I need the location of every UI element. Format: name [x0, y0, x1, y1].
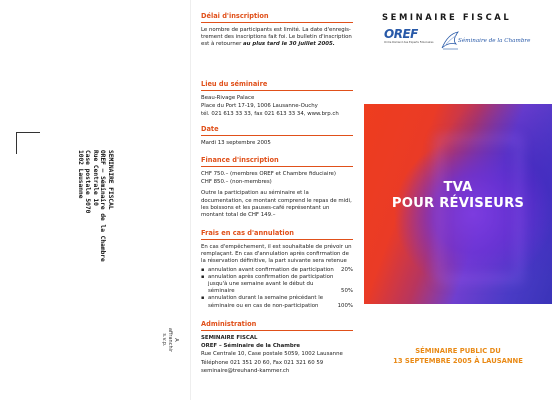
section-body	[201, 335, 353, 375]
section-body	[201, 140, 353, 147]
lieu-line: Place du Port 17-19, 1006 Lausanne-Ouchy	[201, 103, 318, 110]
rate-label-cont: séminaire ou en cas de non-participation	[208, 302, 319, 309]
section-title: Date	[201, 125, 353, 136]
footer-line: 13 SEPTEMBRE 2005 À LAUSANNE	[393, 357, 523, 365]
rate-value: 100%	[337, 302, 353, 309]
lieu-line: tél. 021 613 33 33, fax 021 613 33 34, www.brp.ch	[201, 111, 339, 118]
rate-label: ▪ annulation avant confirmation de participation	[201, 267, 334, 274]
admin-line: SEMINAIRE FISCAL	[201, 335, 258, 341]
stamp-box	[161, 328, 179, 352]
seminar-title: SEMINAIRE FISCAL	[382, 12, 512, 22]
admin-email: seminaire@treuhand-kammer.ch	[201, 367, 290, 374]
oref-logo	[384, 28, 436, 52]
cover-title-line: POUR RÉVISEURS	[391, 196, 525, 211]
finance-note: Outre la participation au séminaire et la documentation, ce montant comprend le repas de midi, les boissons et les pauses-café représentant un montant total de CHF 149.–	[201, 190, 352, 219]
cancellation-rate-row	[201, 267, 353, 274]
section-lieu	[201, 80, 353, 120]
admin-line: Rue Centrale 10, Case postale 5059, 1002 Lausanne	[201, 351, 343, 358]
cancellation-rate-row	[201, 274, 353, 296]
section-body	[201, 171, 353, 219]
stamp-line: affranchir	[167, 327, 173, 353]
cover-title	[364, 180, 552, 212]
section-frais	[201, 229, 353, 310]
rate-value: 50%	[341, 288, 353, 295]
section-title: Lieu du séminaire	[201, 80, 353, 91]
address-line: SEMINAIRE FISCAL	[106, 150, 114, 210]
finance-line: CHF 850.– (non-membres)	[201, 179, 272, 186]
date-value: Mardi 13 septembre 2005	[201, 140, 271, 146]
rate-value: 20%	[341, 266, 353, 273]
section-title: Finance d'inscription	[201, 156, 353, 167]
oref-logo-subtext: Ordre Romand des Experts Fiduciaires	[384, 41, 434, 44]
address-line: Rue Centrale 10	[91, 150, 99, 206]
lieu-line: Beau-Rivage Palace	[201, 95, 255, 101]
frais-intro: En cas d'empêchement, il est souhaitable de prévoir un remplaçant. En cas d'annulation après confirmation de la réservation définitive, la part suivante sera retenue	[201, 244, 352, 265]
fold-line	[190, 0, 191, 400]
cover-image	[364, 104, 552, 304]
admin-line: OREF – Séminaire de la Chambre	[201, 343, 301, 350]
event-footer	[364, 346, 552, 366]
finance-line: CHF 750.– (membres OREF et Chambre fiduciaire)	[201, 171, 336, 177]
crop-mark	[16, 132, 40, 133]
chambre-logo-text: Séminaire de la Chambre	[458, 38, 531, 44]
cancellation-rate-row	[201, 295, 353, 309]
address-line: 1002 Lausanne	[76, 150, 84, 199]
section-date	[201, 125, 353, 148]
section-title: Délai d'inscription	[201, 12, 353, 23]
chambre-logo	[440, 30, 540, 52]
section-body	[201, 244, 353, 310]
section-admin	[201, 320, 353, 376]
stamp-line: s.v.p.	[161, 333, 167, 347]
admin-line: Téléphone 021 351 20 60, Fax 021 321 60 59	[201, 359, 324, 366]
rate-label: ▪ annulation après confirmation de participation	[201, 274, 341, 281]
delai-deadline: au plus tard le 30 juillet 2005.	[243, 41, 335, 48]
section-title: Administration	[201, 320, 353, 331]
stamp-line: A	[173, 338, 179, 342]
section-finance	[201, 156, 353, 220]
oref-logo-text: OREF	[384, 27, 418, 41]
cover-title-line: TVA	[443, 180, 473, 195]
rate-label-cont: jusqu'à une semaine avant le début du séminaire	[208, 281, 314, 295]
section-body	[201, 95, 353, 119]
address-line: Case postale 5070	[84, 150, 92, 214]
section-delai	[201, 12, 353, 50]
address-line: OREF – Séminaire de la Chambre	[99, 150, 107, 262]
chambre-emblem-icon	[440, 30, 460, 52]
footer-line: SÉMINAIRE PUBLIC DU	[415, 347, 501, 355]
section-body	[201, 27, 353, 49]
delai-text: Le nombre de participants est limité. La date d'enregis-trement des inscriptions fait foi. Le bulletin d'inscription est à retourner	[201, 27, 352, 48]
rate-label: ▪ annulation durant la semaine précédant le	[201, 295, 323, 302]
crop-mark	[16, 132, 17, 154]
mailing-address	[76, 150, 114, 290]
section-title: Frais en cas d'annulation	[201, 229, 353, 240]
